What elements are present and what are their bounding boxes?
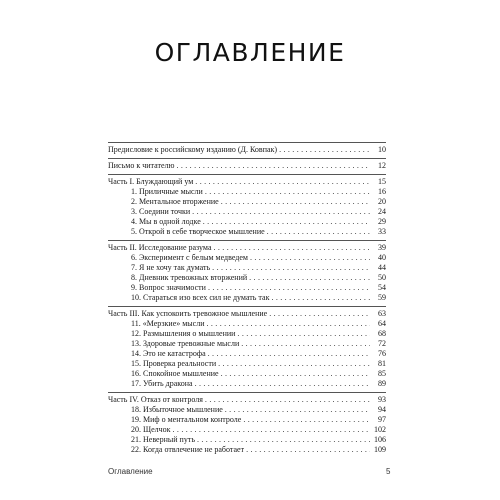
toc-part-entry[interactable] [108, 145, 386, 155]
dot-leader [225, 405, 370, 415]
dot-leader [208, 349, 370, 359]
dot-leader [246, 445, 370, 455]
toc-entry-title: 15. Проверка реальности [131, 359, 217, 368]
toc-entry-title: 3. Соедини точки [131, 207, 191, 216]
toc-entry-page: 94 [378, 405, 386, 414]
toc-section [108, 307, 386, 392]
dot-leader [271, 293, 370, 303]
toc-entry-title: 11. «Мерзкие» мысли [131, 319, 205, 328]
toc-entry-title: 18. Избыточное мышление [131, 405, 223, 414]
toc-entry-page: 33 [378, 227, 386, 236]
toc-entry-page: 85 [378, 369, 386, 378]
toc-entry-title: 20. Щелчок [131, 425, 171, 434]
toc-section [108, 241, 386, 306]
toc-chapter-entry[interactable] [108, 207, 386, 217]
toc-entry-title: 6. Эксперимент с белым медведем [131, 253, 248, 262]
toc-entry-page: 15 [378, 177, 386, 186]
toc-entry-title: 9. Вопрос значимости [131, 283, 206, 292]
dot-leader [173, 425, 370, 435]
toc-entry-page: 64 [378, 319, 386, 328]
dot-leader [221, 369, 370, 379]
dot-leader [218, 359, 370, 369]
toc-entry-title: Часть IV. Отказ от контроля [108, 395, 203, 404]
dot-leader [241, 339, 370, 349]
toc-chapter-entry[interactable] [108, 349, 386, 359]
toc-section [108, 175, 386, 240]
dot-leader [250, 253, 370, 263]
toc-entry-title: Часть I. Блуждающий ум [108, 177, 194, 186]
toc-entry-title: 2. Ментальное вторжение [131, 197, 219, 206]
toc-chapter-entry[interactable] [108, 227, 386, 237]
toc-entry-page: 72 [378, 339, 386, 348]
toc-chapter-entry[interactable] [108, 187, 386, 197]
toc-entry-title: Предисловие к российскому изданию (Д. Ковпак) [108, 145, 278, 154]
dot-leader [267, 227, 370, 237]
toc-entry-title: 10. Стараться изо всех сил не думать так [131, 293, 270, 302]
toc-entry-title: Часть III. Как успокоить тревожное мышление [108, 309, 268, 318]
toc-section [108, 393, 386, 458]
toc-entry-title: Письмо к читателю [108, 161, 175, 170]
toc-entry-title: 16. Спокойное мышление [131, 369, 219, 378]
toc-entry-title: 19. Миф о ментальном контроле [131, 415, 242, 424]
toc-entry-page: 59 [378, 293, 386, 302]
toc-chapter-entry[interactable] [108, 415, 386, 425]
toc-entry-page: 44 [378, 263, 386, 272]
toc-entry-page: 54 [378, 283, 386, 292]
dot-leader [176, 161, 370, 171]
running-footer-label: Оглавление [108, 467, 153, 476]
toc-entry-page: 68 [378, 329, 386, 338]
toc-entry-title: 4. Мы в одной лодке [131, 217, 201, 226]
page-number: 5 [386, 467, 391, 476]
toc-entry-page: 89 [378, 379, 386, 388]
toc-chapter-entry[interactable] [108, 197, 386, 207]
dot-leader [192, 207, 370, 217]
toc-entry-page: 12 [378, 161, 386, 170]
toc-part-entry[interactable] [108, 395, 386, 405]
toc-entry-page: 97 [378, 415, 386, 424]
toc-chapter-entry[interactable] [108, 435, 386, 445]
dot-leader [237, 329, 370, 339]
toc-chapter-entry[interactable] [108, 445, 386, 455]
toc-entry-title: 22. Когда отвлечение не работает [131, 445, 245, 454]
toc-chapter-entry[interactable] [108, 425, 386, 435]
toc-chapter-entry[interactable] [108, 369, 386, 379]
toc-section [108, 159, 386, 174]
toc-entry-page: 102 [374, 425, 386, 434]
toc-entry-title: 21. Неверный путь [131, 435, 195, 444]
toc-entry-title: 13. Здоровые тревожные мысли [131, 339, 240, 348]
toc-entry-page: 20 [378, 197, 386, 206]
toc-chapter-entry[interactable] [108, 405, 386, 415]
dot-leader [208, 283, 370, 293]
toc-chapter-entry[interactable] [108, 319, 386, 329]
toc-entry-page: 29 [378, 217, 386, 226]
toc-chapter-entry[interactable] [108, 339, 386, 349]
toc-entry-page: 93 [378, 395, 386, 404]
toc-entry-title: 5. Открой в себе творческое мышление [131, 227, 265, 236]
toc-entry-page: 81 [378, 359, 386, 368]
toc-entry-page: 63 [378, 309, 386, 318]
toc-entry-page: 39 [378, 243, 386, 252]
toc-chapter-entry[interactable] [108, 379, 386, 389]
dot-leader [205, 395, 370, 405]
dot-leader [203, 217, 370, 227]
toc-part-entry[interactable] [108, 161, 386, 171]
toc-entry-page: 76 [378, 349, 386, 358]
dot-leader [279, 145, 370, 155]
toc-chapter-entry[interactable] [108, 283, 386, 293]
toc-chapter-entry[interactable] [108, 253, 386, 263]
toc-entry-page: 106 [374, 435, 386, 444]
toc-chapter-entry[interactable] [108, 329, 386, 339]
toc-entry-page: 10 [378, 145, 386, 154]
dot-leader [205, 187, 370, 197]
dot-leader [249, 273, 370, 283]
toc-entry-page: 50 [378, 273, 386, 282]
page-title: ОГЛАВЛЕНИЕ [154, 38, 346, 67]
toc-chapter-entry[interactable] [108, 217, 386, 227]
toc-entry-title: 17. Убить дракона [131, 379, 193, 388]
toc-section [108, 143, 386, 158]
dot-leader [214, 243, 371, 253]
toc-entry-title: 8. Дневник тревожных вторжений [131, 273, 248, 282]
toc-entry-page: 40 [378, 253, 386, 262]
toc-entry-page: 109 [374, 445, 386, 454]
toc-entry-title: Часть II. Исследование разума [108, 243, 212, 252]
toc-entry-page: 16 [378, 187, 386, 196]
toc-part-entry[interactable] [108, 243, 386, 253]
dot-leader [243, 415, 370, 425]
toc-chapter-entry[interactable] [108, 359, 386, 369]
toc-chapter-entry[interactable] [108, 293, 386, 303]
dot-leader [195, 177, 370, 187]
toc-part-entry[interactable] [108, 309, 386, 319]
toc-entry-title: 7. Я не хочу так думать [131, 263, 211, 272]
toc-entry-page: 24 [378, 207, 386, 216]
dot-leader [207, 319, 371, 329]
dot-leader [212, 263, 370, 273]
toc-chapter-entry[interactable] [108, 273, 386, 283]
toc-entry-title: 1. Приличные мысли [131, 187, 203, 196]
toc-entry-title: 14. Это не катастрофа [131, 349, 206, 358]
toc-entry-title: 12. Размышления о мышлении [131, 329, 236, 338]
toc-chapter-entry[interactable] [108, 263, 386, 273]
dot-leader [221, 197, 370, 207]
dot-leader [269, 309, 370, 319]
toc-part-entry[interactable] [108, 177, 386, 187]
dot-leader [197, 435, 370, 445]
table-of-contents [108, 142, 386, 458]
dot-leader [195, 379, 370, 389]
